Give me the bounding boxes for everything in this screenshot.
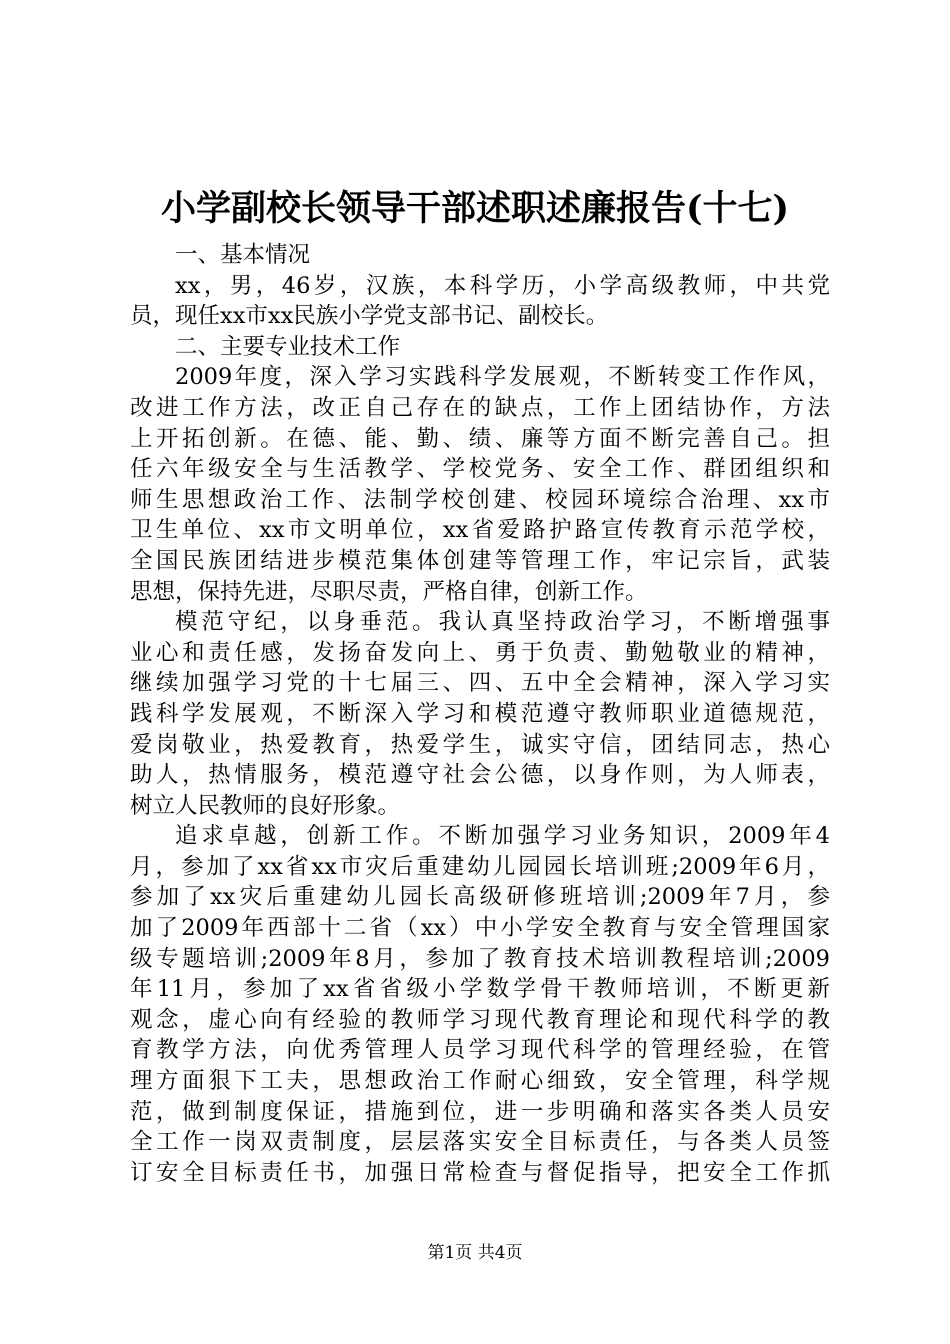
body-line: 继续加强学习党的十七届三、四、五中全会精神，深入学习实	[130, 670, 830, 697]
document-title: 小学副校长领导干部述职述廉报告(十七)	[160, 188, 790, 229]
body-line: 模范守纪，以身垂范。我认真坚持政治学习，不断增强事	[175, 609, 830, 636]
body-line: 参加了xx灾后重建幼儿园长高级研修班培训;2009年7月，参	[130, 884, 830, 911]
body-line: 卫生单位、xx市文明单位，xx省爱路护路宣传教育示范学校，	[130, 517, 830, 544]
body-line: 员，现任xx市xx民族小学党支部书记、副校长。	[130, 303, 609, 330]
body-line: 观念，虚心向有经验的教师学习现代教育理论和现代科学的教	[130, 1006, 830, 1033]
body-line: 追求卓越，创新工作。不断加强学习业务知识，2009年4	[175, 823, 830, 850]
body-line: 一、基本情况	[175, 242, 311, 268]
body-line: 二、主要专业技术工作	[175, 333, 401, 360]
page-footer: 第1页 共4页	[427, 1243, 523, 1263]
body-line: 2009年度，深入学习实践科学发展观，不断转变工作作风，	[175, 364, 830, 391]
body-line: 师生思想政治工作、法制学校创建、校园环境综合治理、xx市	[130, 486, 830, 513]
body-line: 改进工作方法，改正自己存在的缺点，工作上团结协作，方法	[130, 394, 830, 421]
document-body	[130, 240, 830, 1188]
body-line: 上开拓创新。在德、能、勤、绩、廉等方面不断完善自己。担	[130, 425, 830, 452]
body-line: 爱岗敬业，热爱教育，热爱学生，诚实守信，团结同志，热心	[130, 731, 830, 758]
body-line: 助人，热情服务，模范遵守社会公德，以身作则，为人师表，	[130, 762, 830, 789]
body-line: 任六年级安全与生活教学、学校党务、安全工作、群团组织和	[130, 456, 830, 483]
body-line: 业心和责任感，发扬奋发向上、勇于负责、勤勉敬业的精神，	[130, 639, 830, 666]
body-line: 全工作一岗双责制度，层层落实安全目标责任，与各类人员签	[130, 1129, 830, 1156]
body-line: 范，做到制度保证，措施到位，进一步明确和落实各类人员安	[130, 1098, 830, 1125]
body-line: 树立人民教师的良好形象。	[130, 792, 401, 819]
body-line: 月，参加了xx省xx市灾后重建幼儿园园长培训班;2009年6月，	[130, 853, 830, 880]
body-line: 理方面狠下工夫，思想政治工作耐心细致，安全管理，科学规	[130, 1068, 830, 1095]
body-line: 育教学方法，向优秀管理人员学习现代科学的管理经验，在管	[130, 1037, 830, 1064]
body-line: 思想，保持先进，尽职尽责，严格自律，创新工作。	[130, 578, 648, 605]
body-line: 践科学发展观，不断深入学习和模范遵守教师职业道德规范，	[130, 700, 830, 727]
body-line: 年11月，参加了xx省省级小学数学骨干教师培训，不断更新	[130, 976, 830, 1003]
body-line: 级专题培训;2009年8月，参加了教育技术培训教程培训;2009	[130, 945, 830, 972]
body-line: 订安全目标责任书，加强日常检查与督促指导，把安全工作抓	[130, 1159, 830, 1186]
body-line: xx，男，46岁，汉族，本科学历，小学高级教师，中共党	[175, 272, 830, 299]
body-line: 全国民族团结进步模范集体创建等管理工作，牢记宗旨，武装	[130, 547, 830, 574]
body-line: 加了2009年西部十二省（xx）中小学安全教育与安全管理国家	[130, 915, 830, 942]
